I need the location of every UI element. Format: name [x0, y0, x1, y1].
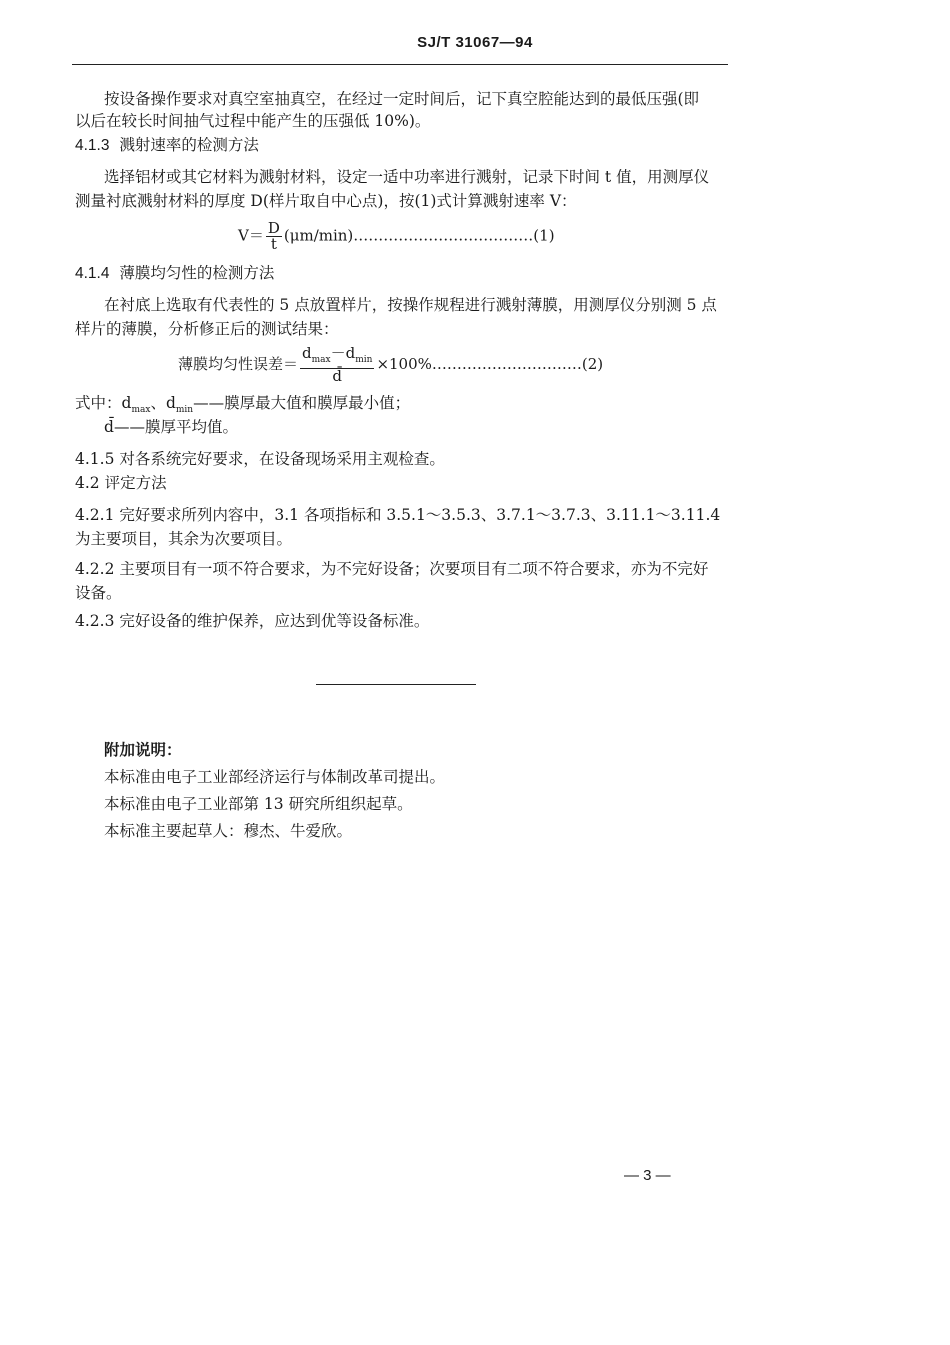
eq2-lhs: 薄膜均匀性误差＝: [178, 355, 299, 373]
section-4-2-2-line-2: 设备。: [75, 584, 122, 602]
end-rule: [316, 684, 476, 685]
where-rest: ——膜厚最大值和膜厚最小值；: [193, 394, 411, 412]
header-rule: [72, 64, 728, 65]
equation-1: [238, 221, 555, 252]
page-number: — 3 —: [624, 1167, 671, 1184]
eq1-unit: (μm/min): [283, 226, 354, 245]
eq2-numerator: [300, 346, 374, 369]
equation-2: [178, 346, 603, 384]
eq1-numerator: D: [267, 219, 280, 237]
where-clause-2: [104, 416, 238, 438]
paragraph-sputter-line-1: 选择铝材或其它材料为溅射材料，设定一适中功率进行溅射，记录下时间 t 值，用测厚仪: [104, 168, 710, 186]
eq2-denominator: d̄: [332, 367, 343, 385]
section-heading-4-1-4: [75, 262, 274, 285]
appendix-line: 本标准由电子工业部经济运行与体制改革司提出。: [104, 768, 446, 786]
eq1-leader-dots: ………………………………: [353, 226, 534, 245]
section-4-2-1-line-2: 为主要项目，其余为次要项目。: [75, 530, 293, 548]
where-dbar: d̄: [104, 418, 114, 436]
section-number: 4.1.4: [75, 265, 110, 282]
paragraph-vacuum-line-2: 以后在较长时间抽气过程中能产生的压强低 10%)。: [75, 112, 431, 130]
eq2-d: d: [302, 344, 312, 362]
eq2-fraction: [300, 346, 374, 384]
paragraph-sputter-line-2: 测量衬底溅射材料的厚度 D(样片取自中心点)，按(1)式计算溅射速率 V：: [75, 192, 577, 210]
eq1-fraction: [266, 221, 282, 252]
eq1-lhs: V＝: [238, 226, 264, 245]
where-d: d: [121, 394, 132, 412]
section-title: 溅射速率的检测方法: [119, 136, 259, 154]
paragraph-uniformity-line-2: 样片的薄膜，分析修正后的测试结果：: [75, 320, 339, 338]
section-4-2-3: 4.2.3 完好设备的维护保养，应达到优等设备标准。: [75, 612, 430, 630]
paragraph-vacuum-line-1: 按设备操作要求对真空室抽真空，在经过一定时间后，记下真空腔能达到的最低压强(即: [104, 90, 700, 108]
section-title: 薄膜均匀性的检测方法: [119, 264, 275, 282]
eq2-leader-dots: …………………………: [431, 355, 582, 373]
section-4-1-5: 4.1.5 对各系统完好要求，在设备现场采用主观检查。: [75, 450, 445, 468]
where-lead: 式中：: [75, 394, 122, 412]
appendix-title: 附加说明：: [104, 740, 182, 759]
section-heading-4-2: 4.2 评定方法: [75, 474, 167, 492]
eq2-sub-max: max: [311, 355, 331, 365]
where-sub-max: max: [131, 405, 151, 416]
section-heading-4-1-3: [75, 134, 259, 157]
eq1-denominator: t: [270, 235, 277, 253]
section-4-2-1-line-1: 4.2.1 完好要求所列内容中，3.1 各项指标和 3.5.1～3.5.3、3.7.1～3.7.3、3.11.1～3.11.4: [75, 506, 721, 524]
where2-rest: ——膜厚平均值。: [113, 418, 238, 436]
section-4-2-2-line-1: 4.2.2 主要项目有一项不符合要求，为不完好设备；次要项目有二项不符合要求，亦为不完好: [75, 560, 709, 578]
document-code-header: SJ/T 31067—94: [417, 34, 533, 51]
eq2-rhs: ×100%: [376, 355, 432, 373]
appendix-line: 本标准由电子工业部第 13 研究所组织起草。: [104, 795, 413, 813]
eq2-sub-min: min: [355, 355, 373, 365]
eq2-label: (2): [581, 355, 604, 373]
eq1-label: (1): [533, 226, 555, 245]
appendix-line: 本标准主要起草人：穆杰、牛爱欣。: [104, 822, 353, 840]
eq2-minus-d: －d: [330, 344, 356, 362]
section-number: 4.1.3: [75, 137, 110, 154]
where-sub-min: min: [175, 405, 194, 416]
where-sep: 、d: [150, 394, 176, 412]
paragraph-uniformity-line-1: 在衬底上选取有代表性的 5 点放置样片，按操作规程进行溅射薄膜，用测厚仪分别测 5 点: [104, 296, 717, 314]
